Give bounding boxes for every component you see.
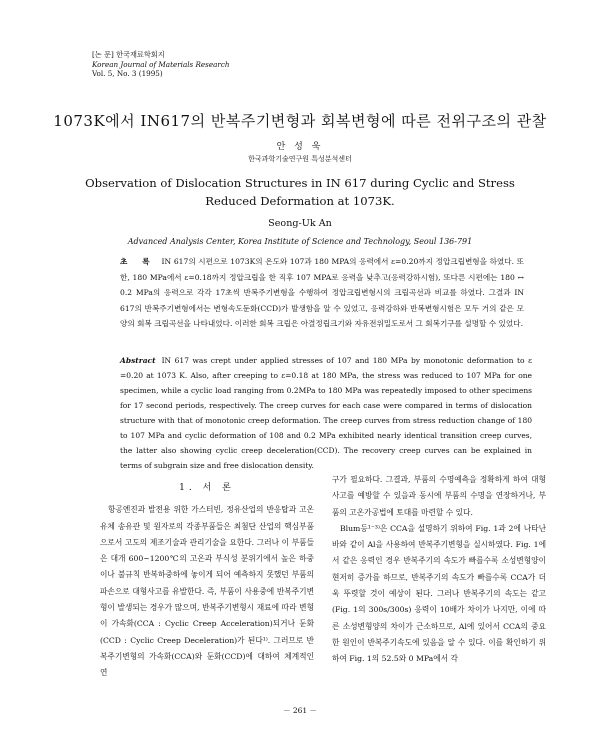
- title-korean: 1073K에서 IN617의 반복주기변형과 회복변형에 따른 전위구조의 관찰: [53, 112, 547, 130]
- abstract-english-text: IN 617 was crept under applied stresses of 107 and 180 MPa by monotonic deformation to ε =0.20 at 1073 K. Also, after creeping to ε=0.18 at 180 MPa, the stress was reduced to 107 MPa for one specimen, while a cyclic load ranging from 0.2MPa to 180 MPa was repeatedly imposed to other specimens for 17 second periods, respectively. The creep curves for each case were compared in terms of dislocation structure with that of monotonic creep deformation. The creep curves from stress reduction change of 180 to 107 MPa and cyclic deformation of 108 and 0.2 MPa exhibited nearly identical transition creep curves, the latter also showing cyclic creep deceleration(CCD). The recovery creep curves can be explained in terms of subgrain size and free dislocation density.: [120, 356, 532, 470]
- journal-name-en: Korean Journal of Materials Research: [92, 59, 230, 69]
- title-english-line2: Reduced Deformation at 1073K.: [205, 194, 395, 208]
- page-number: － 261 －: [282, 706, 318, 715]
- body-column-right: [332, 472, 546, 668]
- affiliation-english: Advanced Analysis Center, Korea Institute of Science and Technology, Seoul 136-791: [127, 237, 473, 246]
- body-column-left: [100, 480, 314, 682]
- author-english: Seong-Uk An: [268, 218, 332, 229]
- introduction-paragraph: 항공엔진과 발전용 위한 가스터빈, 정유산업의 반응탑과 고온유체 송유관 및 원자로의 각종부품들은 최첨단 산업의 핵심부품으로서 고도의 제조기술과 관리기술을 요한다. 그러나 이 부품들은 대개 600~1200℃의 고온과 부식성 분위기에서 높은 하중이나 불규칙 반복하중하에 놓이게 되어 예측하지 못했던 부품의 파손으로 대형사고를 유발한다. 즉, 부품이 사용중에 반복주기변형이 발생되는 경우가 많으며, 반복주기변형시 재료에 따라 변형이 가속화(CCA : Cyclic Creep Acceleration)되거나 둔화(CCD : Cyclic Creep Deceleration)가 된다¹⁾. 그러므로 반복주기변형의 가속화(CCA)와 둔화(CCD)에 대하여 체계적인 연: [100, 505, 314, 678]
- section-heading-introduction: 1. 서 론: [179, 483, 235, 493]
- body-paragraph-2: Blum등¹⁻³⁾은 CCA을 설명하기 위하여 Fig. 1과 2에 나타난 바와 같이 Al을 사용하여 반복주기변형을 실시하였다. Fig. 1에서 같은 응력인 경우 반복주기의 속도가 빠를수록 소성변형양이 현저히 증가를 하므로, 반복주기의 속도가 빠를수록 CCA가 더욱 뚜렷할 것이 예상이 된다. 그러나 반복주기의 속도는 같고 (Fig. 1의 300s/300s) 응력이 10배가 차이가 나지만, 이에 따른 소성변형양의 차이가 근소하므로, Al에 있어서 CCA의 중요한 원인이 반복주기속도에 있음을 알 수 있다. 이를 확인하기 위하여 Fig. 1의 52.5와 0 MPa에서 각: [332, 523, 546, 664]
- abstract-korean-text: IN 617의 시편으로 1073K의 온도와 107과 180 MPA의 응력에서 ε=0.20까지 정압크립변형을 하였다. 또한, 180 MPa에서 ε=0.18까지 정압크립을 한 직후 107 MPA로 응력을 낮추고(응력강하시험), 또다른 시편에는 180 ↔ 0.2 MPa의 응력으로 각각 17초씩 반복주기변형을 수행하여 정압크립변형시의 크립곡선과 비교를 하였다. 그결과 IN 617의 반복주기변형에서는 변형속도둔화(CCD)가 발생함을 알 수 있었고, 응력강하와 반복변형시험은 모두 거의 같은 모양의 회복 크립곡선을 나타내었다. 이러한 회복 크립은 아결정립크기와 자유전위밀도로서 그 회복기구를 설명할 수 있었다.: [120, 257, 524, 328]
- abstract-korean: [120, 254, 524, 332]
- journal-name-ko: [논 문] 한국재료학회지: [92, 50, 165, 59]
- title-english: [80, 174, 520, 210]
- abstract-english-label: Abstract: [120, 356, 156, 365]
- title-english-line1: Observation of Dislocation Structures in IN 617 during Cyclic and Stress: [85, 176, 515, 190]
- body-paragraph-1: 구가 필요하다. 그결과, 부품의 수명예측을 정확하게 하여 대형사고를 예방할 수 있을과 동시에 부품의 수명을 연장하거나, 부품의 고온가공법에 토대를 마련할 수 있다.: [332, 475, 546, 517]
- journal-header: [92, 50, 230, 79]
- affiliation-korean: 한국과학기술연구원 특성분석센터: [248, 155, 352, 163]
- abstract-korean-label: 초 록: [120, 257, 156, 266]
- journal-volume: Vol. 5, No. 3 (1995): [92, 69, 163, 78]
- abstract-english: [120, 353, 532, 473]
- author-korean: 안 성 욱: [276, 142, 324, 152]
